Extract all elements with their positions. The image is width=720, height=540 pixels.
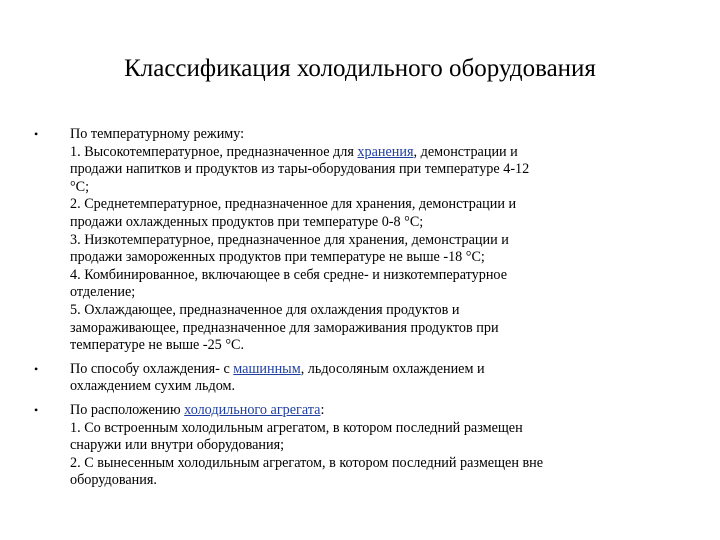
text-line bbox=[70, 455, 694, 473]
text-line bbox=[70, 161, 694, 179]
bullet-glyph: • bbox=[34, 402, 39, 417]
text-segment: 1. Со встроенным холодильным агрегатом, в котором последний размещен bbox=[70, 419, 523, 436]
text-line bbox=[70, 214, 694, 232]
text-segment: 3. Низкотемпературное, предназначенное для хранения, демонстрации и bbox=[70, 231, 509, 248]
hyperlink[interactable]: холодильного агрегата bbox=[184, 401, 321, 418]
text-line bbox=[70, 472, 694, 490]
text-segment: 2. С вынесенным холодильным агрегатом, в котором последний размещен вне bbox=[70, 454, 544, 471]
hyperlink[interactable]: хранения bbox=[357, 143, 414, 160]
hyperlink[interactable]: машинным bbox=[233, 360, 301, 377]
text-segment: По расположению bbox=[70, 401, 185, 418]
text-line bbox=[70, 302, 694, 320]
text-segment: 1. Высокотемпературное, предназначенное для bbox=[70, 143, 358, 160]
bullet-list bbox=[34, 126, 694, 490]
bullet-item bbox=[34, 126, 694, 355]
text-segment: , льдосоляным охлаждением и bbox=[300, 360, 485, 377]
text-segment: продажи замороженных продуктов при температуре не выше -18 °С; bbox=[70, 249, 485, 266]
text-line bbox=[70, 267, 694, 285]
text-segment: охлаждением сухим льдом. bbox=[70, 378, 236, 395]
text-line bbox=[70, 232, 694, 250]
text-segment: 5. Охлаждающее, предназначенное для охлаждения продуктов и bbox=[70, 301, 460, 318]
bullet-glyph: • bbox=[34, 361, 39, 376]
bullet-item bbox=[34, 402, 694, 490]
text-line bbox=[70, 320, 694, 338]
text-segment: , демонстрации и bbox=[413, 143, 518, 160]
text-line bbox=[70, 337, 694, 355]
bullet-glyph: • bbox=[34, 127, 39, 141]
text-line bbox=[70, 420, 694, 438]
text-line bbox=[70, 361, 694, 379]
text-segment: : bbox=[320, 401, 325, 418]
text-line bbox=[70, 284, 694, 302]
text-line bbox=[70, 249, 694, 267]
text-segment: отделение; bbox=[70, 284, 136, 301]
text-segment: продажи напитков и продуктов из тары-оборудования при температуре 4-12 bbox=[70, 161, 530, 178]
text-segment: По температурному режиму: bbox=[70, 126, 245, 142]
text-line bbox=[70, 196, 694, 214]
text-segment: оборудования. bbox=[70, 472, 157, 489]
text-line bbox=[70, 179, 694, 197]
text-line bbox=[70, 144, 694, 162]
text-segment: продажи охлажденных продуктов при температуре 0-8 °С; bbox=[70, 213, 424, 230]
text-segment: °С; bbox=[70, 178, 90, 195]
text-line bbox=[70, 437, 694, 455]
text-segment: снаружи или внутри оборудования; bbox=[70, 437, 285, 454]
text-segment: температуре не выше -25 °С. bbox=[70, 337, 245, 354]
text-line bbox=[70, 402, 694, 420]
text-segment: 4. Комбинированное, включающее в себя средне- и низкотемпературное bbox=[70, 266, 507, 283]
text-segment: 2. Среднетемпературное, предназначенное для хранения, демонстрации и bbox=[70, 196, 517, 213]
text-segment: замораживающее, предназначенное для замораживания продуктов при bbox=[70, 319, 499, 336]
text-line bbox=[70, 378, 694, 396]
text-line bbox=[70, 126, 694, 144]
text-segment: По способу охлаждения- с bbox=[70, 360, 234, 377]
slide-title: Классификация холодильного оборудования bbox=[124, 55, 596, 82]
bullet-item bbox=[34, 361, 694, 396]
